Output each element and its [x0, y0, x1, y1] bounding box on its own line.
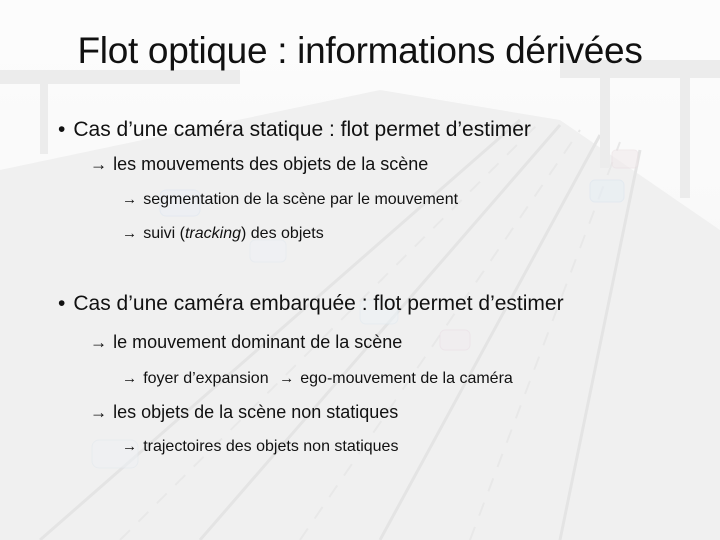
section-2-subitem-1	[122, 370, 513, 388]
bullet-icon: •	[58, 292, 66, 315]
section-2-heading	[58, 292, 564, 316]
section-2-subitem-1-text: foyer d’expansion	[143, 370, 269, 387]
section-1-subitem-1	[122, 191, 458, 209]
right-arrow-icon: →	[90, 333, 108, 352]
right-arrow-icon: →	[122, 370, 138, 387]
section-2-text: Cas d’une caméra embarquée : flot permet d’estimer	[73, 292, 564, 315]
section-1-item-1	[90, 154, 428, 175]
section-2-subitem-1-text-2: ego-mouvement de la caméra	[300, 370, 513, 387]
subitem-text-pre: suivi (	[143, 225, 185, 242]
section-2-item-1	[90, 332, 402, 353]
bullet-icon: •	[58, 118, 66, 141]
subitem-text-post: ) des objets	[241, 225, 324, 242]
section-1-subitem-2	[122, 225, 324, 243]
section-2-subitem-2-text: trajectoires des objets non statiques	[143, 438, 399, 455]
section-2-item-1-text: le mouvement dominant de la scène	[113, 332, 403, 352]
section-2-subitem-2	[122, 438, 398, 456]
subitem-text-emphasis: tracking	[184, 225, 241, 242]
section-1-text: Cas d’une caméra statique : flot permet d’estimer	[73, 118, 531, 141]
section-1-subitem-1-text: segmentation de la scène par le mouvement	[143, 191, 459, 208]
right-arrow-icon: →	[279, 370, 295, 387]
right-arrow-icon: →	[90, 155, 108, 174]
right-arrow-icon: →	[90, 403, 108, 422]
section-1-item-1-text: les mouvements des objets de la scène	[113, 154, 429, 174]
slide-title: Flot optique : informations dérivées	[77, 30, 643, 71]
section-2-item-2-text: les objets de la scène non statiques	[113, 402, 399, 422]
right-arrow-icon: →	[122, 225, 138, 242]
right-arrow-icon: →	[122, 191, 138, 208]
section-1-heading	[58, 118, 531, 142]
right-arrow-icon: →	[122, 438, 138, 455]
section-2-item-2	[90, 402, 398, 423]
